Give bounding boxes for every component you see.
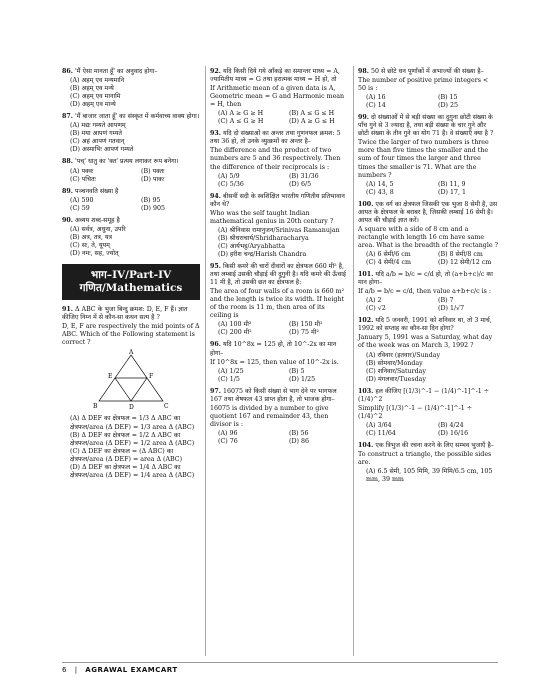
question-96: 96. यदि 10^8x = 125 हो, तो 10^-2x का मान होगा– If 10^8x = 125, then value of 10^-2x is. (A) 1/25 (B) 5 (C) 1/5 (D) 1/25 xyxy=(210,341,348,383)
option: (C) 59 xyxy=(70,204,90,212)
option: (B) सोमवार/Monday xyxy=(366,359,423,367)
option: (A) मद्यः गम्यते आपणम् xyxy=(70,122,126,130)
column-1 xyxy=(62,68,200,484)
option: (A) 1/25 xyxy=(218,367,244,375)
option: (A) रविवार (इतवार)/Sunday xyxy=(366,351,441,359)
option: (B) 15 xyxy=(438,94,458,102)
option: (C) पचितः xyxy=(70,175,96,183)
page-footer xyxy=(62,662,498,675)
option: (B) 150 मी² xyxy=(289,321,323,329)
option: (A) 16 xyxy=(366,94,386,102)
option: (A) 100 मी² xyxy=(218,321,252,329)
question-102: 102. यदि 5 जनवरी, 1991 को शनिवार था, तो 3 मार्च, 1992 को सप्ताह का कौन-सा दिन होगा? January 5, 1991 was a Saturday, what day of the week was on March 3, 1992 ? (A) रविवार (इतवार)/Sunday (B) सोमवार/Monday (C) शनिवार/Saturday (D) मंगलवार/Tuesday xyxy=(358,317,498,383)
option: (B) पक्तः xyxy=(141,167,165,175)
question-87: 87. 'मैं बाजार जाता हूँ' का संस्कृत में कर्मवाच्य वाक्य होगा। (A) मद्यः गम्यते आपणम् (B) मया आपणं गम्यते (C) अहं आपणं गतवान् (D) अस्माभिः आपणं गम्यते xyxy=(62,113,200,154)
question-98: 98. 50 से छोटे धन पूर्णांकों में अभाज्यों की संख्या है– The number of positive prime integers < 50 is : (A) 16 (B) 15 (C) 14 (D) 25 xyxy=(358,68,498,110)
option: (C) 5/36 xyxy=(218,180,244,188)
option: (C) अहम् एव मानामि xyxy=(70,93,121,101)
option: (D) अहम् एव मान्ये xyxy=(70,101,116,109)
option: (B) 4/24 xyxy=(438,421,464,429)
question-89: 89. पञ्चनवति संख्या है (A) 590 (B) 95 (C) 59 (D) 905 xyxy=(62,188,200,213)
section-banner xyxy=(62,264,200,300)
option: (D) 1/√7 xyxy=(438,305,465,313)
question-92: 92. यदि किसी दिये गये आँकड़े का समान्तर माध्य = A, ज्यामितीय माध्य = G तथा हरात्मक माध्य = H हो, तो If Arithmetic mean of a given data is A, Geometric mean = G and Harmonic mean = H, then (A) A ≥ G ≥ H (B) A ≤ G ≤ H (C) A ≤ G ≥ H (D) A ≥ G ≤ H xyxy=(210,68,348,126)
option: (D) हरीश चन्द्र/Harish Chandra xyxy=(218,250,307,258)
option: (D) नमः, सह, ज्योत् xyxy=(70,249,119,257)
vertex-label-c: C xyxy=(164,403,169,411)
option: (A) श्रीनिवास रामानुजन/Srinivas Ramanujan xyxy=(218,226,340,234)
column-divider xyxy=(205,66,206,656)
option: (D) A ≥ G ≤ H xyxy=(289,118,335,126)
vertex-label-e: E xyxy=(108,373,113,381)
option: (C) अहं आपणं गतवान् xyxy=(70,138,125,146)
option: (A) सर्वत्र, अधुना, उपरि xyxy=(70,225,126,233)
question-93: 93. यदि दो संख्याओं का अन्तर तथा गुणनफल क्रमश: 5 तथा 36 हो, तो उनके व्युत्क्रमों का अन्तर है– The difference and the product of two numbers are 5 and 36 respectively. Then the difference of their reciprocals is : (A) 5/9 (B) 31/36 (C) 5/36 (D) 6/5 xyxy=(210,130,348,188)
vertex-label-f: F xyxy=(149,373,154,381)
question-88: 88. 'पच्' धातु का 'क्त' प्रत्यय लगाकर रूप बनेगा। (A) पक्वः (B) पक्तः (C) पचितः (D) पाकः xyxy=(62,158,200,183)
option: (B) अत्र, तत्र, यत्र xyxy=(70,233,113,241)
option: (A) 2 xyxy=(366,297,382,305)
option: (C) Δ DEF का क्षेत्रफल = (Δ ABC) का क्षेत्रफल/area (Δ DEF) = area Δ (ABC) xyxy=(70,447,183,463)
option: (A) 6.5 सेमी, 105 मिमि, 39 मिमि/6.5 cm, 105 mm, 39 mm xyxy=(366,468,493,484)
option: (B) A ≤ G ≤ H xyxy=(289,110,335,118)
option: (C) 43, 8 xyxy=(366,188,394,196)
option: (D) पाकः xyxy=(141,175,165,183)
option: (D) 1/25 xyxy=(289,375,316,383)
vertex-label-b: B xyxy=(93,403,98,411)
section-subject-title: गणित/Mathematics xyxy=(79,282,183,295)
option: (C) 1/5 xyxy=(218,375,240,383)
option: (B) 8 सेमी/8 cm xyxy=(438,250,483,258)
option: (A) पक्वः xyxy=(70,167,94,175)
option: (B) मया आपणं गम्यते xyxy=(70,130,122,138)
option: (A) 3/64 xyxy=(366,421,392,429)
option: (D) 17, 1 xyxy=(438,188,466,196)
section-part-title: भाग–IV/Part-IV xyxy=(90,268,172,281)
option: (A) Δ DEF का क्षेत्रफल = 1/3 Δ ABC का क्षेत्रफल/area (Δ DEF) = 1/3 area Δ (ABC) xyxy=(70,415,195,431)
option: (C) शनिवार/Saturday xyxy=(366,367,426,375)
option: (A) 5/9 xyxy=(218,172,240,180)
option: (D) 12 सेमी/12 cm xyxy=(438,259,492,267)
option: (D) 86 xyxy=(289,437,309,445)
page-number: 6 xyxy=(62,666,67,674)
option: (C) सः, ते, यूयम् xyxy=(70,241,110,249)
option: (C) आर्यभट्ट/Aryabhatta xyxy=(218,242,285,250)
question-91: 91. Δ ABC के भुजा बिन्दु क्रमश: D, E, F हैं। ज्ञात कीजिए निम्न में से कौन-सा कथन सत्य है ? D, E, F are respectively the mid points of Δ ABC. Which of the Following statement is correct ? A B C D E F (A) Δ DEF का क्षेत्रफल = 1/3 Δ ABC का क्षेत्रफल/area (Δ DEF) = 1/3 area Δ (ABC) (B) Δ DEF का क्षेत्रफल = 1/2 Δ ABC का क्षेत्रफल/area (Δ DEF) = 1/2 area Δ (ABC) (C) Δ DEF का क्षेत्रफल = (Δ ABC) का क्षेत्रफल/area (Δ DEF) = area Δ (ABC) (D) Δ DEF का क्षेत्रफल = 1/4 Δ ABC का क्षेत्रफल/area (Δ DEF) = 1/4 area Δ (ABC) xyxy=(62,306,200,479)
option: (C) √2 xyxy=(366,305,386,313)
option: (C) 14 xyxy=(366,102,386,110)
option: (A) 6 सेमी/6 cm xyxy=(366,250,411,258)
option: (B) 31/36 xyxy=(289,172,319,180)
option: (B) श्रीधराचार्य/Shridharacharya xyxy=(218,234,309,242)
question-94: 94. बीसवीं सदी के स्वशिक्षित भारतीय गणितीय प्रतिभावान कौन थे? Who was the self taught Indian mathematical genius in 20th century ? (A) श्रीनिवास रामानुजन/Srinivas Ramanujan (B) श्रीधराचार्य/Shridharacharya (C) आर्यभट्ट/Aryabhatta (D) हरीश चन्द्र/Harish Chandra xyxy=(210,193,348,259)
option: (A) अहम् एव मन्यमानि xyxy=(70,77,125,85)
column-2 xyxy=(210,68,348,450)
option: (D) 75 मी² xyxy=(289,329,319,337)
option: (D) 905 xyxy=(141,204,165,212)
option: (C) 11/64 xyxy=(366,429,396,437)
option: (B) 5 xyxy=(289,367,305,375)
question-90: 90. अव्यय शब्द-समूह है (A) सर्वत्र, अधुना, उपरि (B) अत्र, तत्र, यत्र (C) सः, ते, यूयम् (D) नमः, सह, ज्योत् xyxy=(62,217,200,258)
triangle-def xyxy=(115,378,147,401)
question-86: 86. 'मैं ऐसा मानता हूँ' का अनुवाद होगा– (A) अहम् एव मन्यमानि (B) अहम् एव मन्ये (C) अहम् एव मानामि (D) अहम् एव मान्ये xyxy=(62,68,200,109)
option: (B) 56 xyxy=(289,429,309,437)
option: (A) 590 xyxy=(70,196,94,204)
option: (B) 95 xyxy=(141,196,161,204)
option: (A) 14, 5 xyxy=(366,180,394,188)
vertex-label-d: D xyxy=(129,404,134,412)
question-97: 97. 16075 को किसी संख्या से भाग देने पर भागफल 167 तथा शेषफल 43 प्राप्त होता है, तो भाजक होगा– 16075 is divided by a number to give quotient 167 and remainder 43, then divisor is : (A) 96 (B) 56 (C) 76 (D) 86 xyxy=(210,388,348,446)
question-103: 103. हल कीजिए [(1/3)^-1 − (1/4)^-1]^-1 ÷ (1/4)^2 Simplify [(1/3)^-1 − (1/4)^-1]^-1 ÷ (1/4)^2 (A) 3/64 (B) 4/24 (C) 11/64 (D) 16/16 xyxy=(358,388,498,438)
vertex-label-a: A xyxy=(129,349,134,357)
option: (C) 200 मी² xyxy=(218,329,252,337)
column-3 xyxy=(358,68,498,488)
option: (D) मंगलवार/Tuesday xyxy=(366,375,426,383)
question-101: 101. यदि a/b = b/c = c/d हो, तो (a+b+c)/c का मान होगा– If a/b = b/c = c/d, then value a+b+c/c is : (A) 2 (B) 7 (C) √2 (D) 1/√7 xyxy=(358,271,498,313)
option: (D) 16/16 xyxy=(438,429,469,437)
option: (B) अहम् एव मन्ये xyxy=(70,85,114,93)
option: (D) Δ DEF का क्षेत्रफल = 1/4 Δ ABC का क्षेत्रफल/area (Δ DEF) = 1/4 area Δ (ABC) xyxy=(70,463,195,479)
publisher-brand: AGRAWAL EXAMCART xyxy=(85,666,178,674)
triangle-diagram xyxy=(91,349,171,411)
option: (C) 4 सेमी/4 cm xyxy=(366,259,412,267)
option: (D) 25 xyxy=(438,102,458,110)
option: (A) A ≥ G ≥ H xyxy=(218,110,264,118)
question-99: 99. दो संख्याओं में से बड़ी संख्या का दुगुना छोटी संख्या के पाँच गुने से 3 ज्यादा है, तथा बड़ी संख्या के चार गुने और छोटी संख्या के तीन गुने का योग 71 है। वे संख्याएँ क्या है ? Twice the larger of two numbers is three more than five times the smaller and the sum of four times the larger and three times the smaller is 71. What are the numbers ? (A) 14, 5 (B) 11, 9 (C) 43, 8 (D) 17, 1 xyxy=(358,114,498,196)
option: (A) 96 xyxy=(218,429,238,437)
option: (D) अस्माभिः आपणं गम्यते xyxy=(70,146,134,154)
question-104: 104. एक त्रिभुज की रचना करने के लिए सम्भव भुजाएँ है– To construct a triangle, the possible sides are. (A) 6.5 सेमी, 105 मिमि, 39 मिमि/6.5 cm, 105 mm, 39 mm xyxy=(358,442,498,484)
question-100: 100. एक वर्ग का क्षेत्रफल जिसकी एक भुजा 8 सेमी है, उस आयत के क्षेत्रफल के बराबर है, जिसकी लम्बाई 16 सेमी है। आयत की चौड़ाई ज्ञात करें। A square with a side of 8 cm and a rectangle with length 16 cm have same area. What is the breadth of the rectangle ? (A) 6 सेमी/6 cm (B) 8 सेमी/8 cm (C) 4 सेमी/4 cm (D) 12 सेमी/12 cm xyxy=(358,200,498,267)
option: (B) Δ DEF का क्षेत्रफल = 1/2 Δ ABC का क्षेत्रफल/area (Δ DEF) = 1/2 area Δ (ABC) xyxy=(70,431,195,447)
footer-separator: | xyxy=(74,666,78,674)
question-95: 95. किसी कमरे की चारों दीवारों का क्षेत्रफल 660 मी² है, तथा लम्बाई उसकी चौड़ाई की दुगुनी है। यदि कमरे की ऊँचाई 11 मी है, तो उसकी छत का क्षेत्रफल है: The area of four walls of a room is 660 m² and the length is twice its width. If height of the room is 11 m, then area of its ceiling is (A) 100 मी² (B) 150 मी² (C) 200 मी² (D) 75 मी² xyxy=(210,263,348,337)
option: (C) A ≤ G ≥ H xyxy=(218,118,264,126)
option: (B) 11, 9 xyxy=(438,180,466,188)
option: (C) 76 xyxy=(218,437,238,445)
option: (D) 6/5 xyxy=(289,180,312,188)
column-divider xyxy=(353,66,354,656)
option: (B) 7 xyxy=(438,297,454,305)
